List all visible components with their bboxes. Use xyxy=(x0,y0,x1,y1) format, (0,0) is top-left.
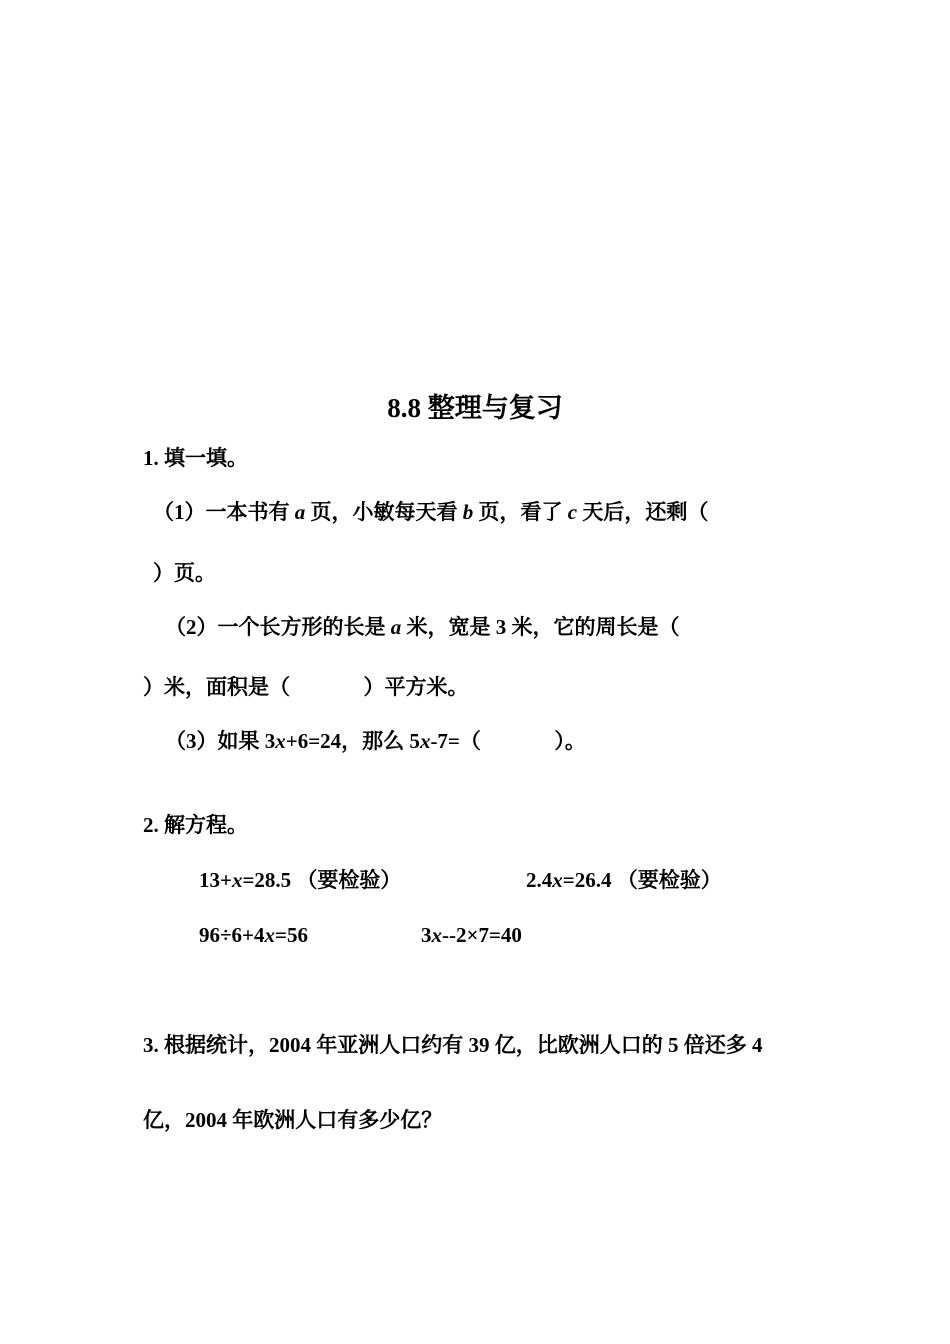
question-1-item-2: （2）一个长方形的长是 a 米，宽是 3 米，它的周长是（ xyxy=(165,615,680,639)
equation-3: 96÷6+4x=56 xyxy=(199,923,308,947)
equation-4: 3x--2×7=40 xyxy=(421,923,522,947)
question-2-heading: 2. 解方程。 xyxy=(143,813,248,837)
page-title: 8.8 整理与复习 xyxy=(387,393,563,423)
equation-2: 2.4x=26.4 （要检验） xyxy=(526,868,722,892)
question-3-line-1: 3. 根据统计，2004 年亚洲人口约有 39 亿，比欧洲人口的 5 倍还多 4 xyxy=(143,1033,763,1057)
question-1-item-1-cont: ）页。 xyxy=(153,561,216,585)
equation-1: 13+x=28.5 （要检验） xyxy=(199,868,402,892)
question-1-item-1: （1）一本书有 a 页，小敏每天看 b 页，看了 c 天后，还剩（ xyxy=(153,500,709,524)
question-3-line-2: 亿，2004 年欧洲人口有多少亿？ xyxy=(143,1108,443,1132)
question-1-heading: 1. 填一填。 xyxy=(143,446,248,470)
question-1-item-3: （3）如果 3x+6=24，那么 5x-7=（ ）。 xyxy=(165,729,586,753)
question-1-item-2-cont: ）米，面积是（ ）平方米。 xyxy=(143,675,469,699)
